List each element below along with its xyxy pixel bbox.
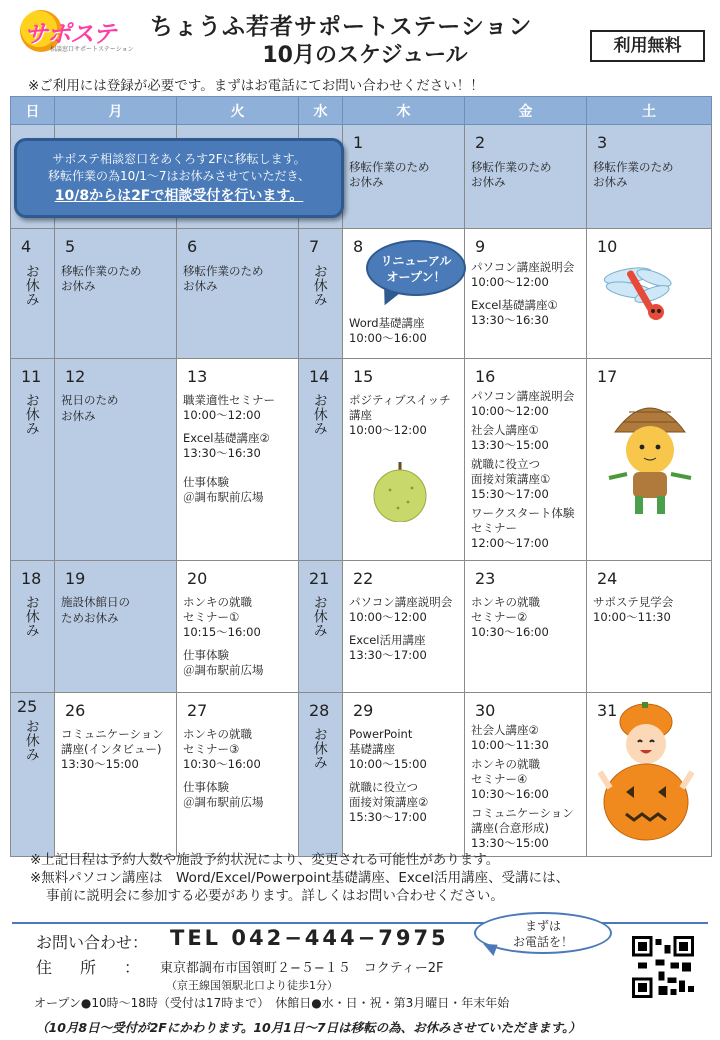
day-cell	[343, 692, 465, 856]
event: 就職に役立つ 面接対策講座② 15:30～17:00	[349, 780, 429, 825]
day-cell	[55, 358, 177, 560]
closed-label: お休み	[23, 393, 40, 436]
event: 仕事体験 ＠調布駅前広場	[183, 780, 264, 810]
day-number: 3	[597, 133, 608, 152]
day-cell	[299, 692, 343, 856]
event: パソコン講座説明会 10:00～12:00	[471, 259, 575, 289]
access-info: （京王線国領駅北口より徒歩1分）	[166, 979, 338, 992]
renewal-bubble	[366, 240, 466, 296]
weekday-sun: 日	[11, 97, 55, 125]
weekday-fri: 金	[465, 97, 587, 125]
weekday-sat: 土	[587, 97, 712, 125]
event: ホンキの就職 セミナー② 10:30～16:00	[471, 595, 549, 640]
logo-text: サポステ	[24, 20, 116, 48]
closing-note: （10月8日～受付が2Fにかわります。10月1日～7日は移転の為、お休みさせていただきます。）	[36, 1020, 581, 1035]
callout-line: 移転作業の為10/1～7はお休みさせていただき、	[47, 169, 311, 184]
day-number: 16	[475, 366, 496, 386]
callout-emphasis: 10/8からは2Fで相談受付を行います。	[54, 187, 304, 204]
event: 就職に役立つ 面接対策講座① 15:30～17:00	[471, 457, 551, 502]
day-note: 移転作業のため お休み	[349, 159, 430, 190]
registration-notice: ※ご利用には登録が必要です。まずはお電話にてお問い合わせください！！	[28, 78, 484, 94]
day-cell	[465, 358, 587, 560]
note: 事前に説明会に参加する必要があります。詳しくはお問い合わせください。	[46, 888, 504, 905]
day-cell	[465, 125, 587, 229]
closed-label: お休み	[311, 393, 328, 436]
day-cell	[55, 560, 177, 692]
day-number: 15	[353, 366, 374, 386]
logo	[20, 8, 142, 54]
day-number: 14	[309, 366, 330, 386]
day-cell	[11, 229, 55, 359]
day-number: 1	[353, 133, 364, 152]
day-note: 移転作業のため お休み	[183, 263, 264, 294]
event: パソコン講座説明会 10:00～12:00	[349, 595, 453, 625]
day-number: 24	[597, 568, 618, 588]
day-note: 移転作業のため お休み	[593, 159, 674, 190]
event: Excel基礎講座② 13:30～16:30	[183, 431, 270, 461]
day-number: 10	[597, 237, 618, 256]
event: パソコン講座説明会 10:00～12:00	[471, 389, 575, 419]
day-number: 28	[309, 700, 330, 720]
callout-line: サポステ相談窓口をあくろす2Fに移転します。	[52, 152, 306, 166]
page-subtitle: 10月のスケジュール	[262, 43, 468, 68]
day-cell	[299, 560, 343, 692]
event: ワークスタート体験 セミナー 12:00～17:00	[471, 506, 575, 550]
pumpkin-character-icon	[598, 702, 694, 844]
day-number: 25	[17, 696, 38, 716]
day-cell	[299, 229, 343, 359]
contact-label: お問い合わせ：	[36, 933, 149, 952]
closed-label: お休み	[311, 263, 328, 306]
logo-subtext: 相談窓口サポートステーション	[50, 46, 134, 53]
day-number: 19	[65, 568, 86, 588]
event: PowerPoint 基礎講座 10:00～15:00	[349, 727, 427, 772]
opening-hours: オープン●10時～18時（受付は17時まで） 休館日●水・日・祝・第3月曜日・年末年始	[34, 996, 510, 1010]
renewal-line: リニューアル	[380, 254, 452, 268]
event: Excel活用講座 13:30～17:00	[349, 633, 427, 663]
day-cell	[177, 358, 299, 560]
closed-label: お休み	[23, 263, 40, 306]
day-number: 23	[475, 568, 496, 588]
page-title: ちょうふ若者サポートステーション	[150, 14, 533, 40]
event: 仕事体験 ＠調布駅前広場	[183, 648, 264, 678]
day-number: 11	[21, 366, 42, 386]
weekday-mon: 月	[55, 97, 177, 125]
day-number: 17	[597, 366, 618, 386]
day-number: 22	[353, 568, 374, 588]
day-cell	[11, 358, 55, 560]
free-badge: 利用無料	[590, 30, 705, 62]
note: ※上記日程は予約人数や施設予約状況により、変更される可能性があります。	[30, 852, 500, 868]
day-cell	[177, 229, 299, 359]
call-us-bubble	[474, 912, 612, 954]
phone-number[interactable]: TEL 042−444−7975	[170, 926, 449, 950]
event: 仕事体験 ＠調布駅前広場	[183, 475, 264, 505]
day-cell	[177, 560, 299, 692]
weekday-thu: 木	[343, 97, 465, 125]
day-cell	[343, 560, 465, 692]
day-note: 施設休館日の ためお休み	[61, 595, 130, 625]
day-cell	[343, 125, 465, 229]
footer-notes	[30, 851, 569, 906]
day-number: 20	[187, 568, 208, 588]
renewal-line: オープン！	[386, 269, 446, 284]
closed-label: お休み	[311, 727, 328, 770]
day-number: 4	[21, 237, 32, 256]
day-cell	[299, 358, 343, 560]
day-number: 7	[309, 237, 320, 256]
day-note: 移転作業のため お休み	[61, 263, 142, 294]
relocation-callout	[14, 138, 344, 218]
day-cell	[177, 692, 299, 856]
day-cell	[11, 692, 55, 856]
dragonfly-icon	[600, 258, 680, 328]
day-cell	[55, 229, 177, 359]
pear-icon	[368, 460, 432, 522]
day-cell	[465, 692, 587, 856]
day-number: 18	[21, 568, 42, 588]
day-note: 移転作業のため お休み	[471, 159, 552, 190]
day-number: 21	[309, 568, 330, 588]
day-number: 26	[65, 700, 86, 720]
day-cell	[587, 125, 712, 229]
day-number: 2	[475, 133, 486, 152]
event: サポステ見学会 10:00～11:30	[593, 595, 674, 625]
address: 東京都調布市国領町２−５−１５ コクティー2F	[160, 961, 444, 976]
event: Word基礎講座 10:00～16:00	[349, 315, 427, 345]
day-number: 12	[65, 366, 86, 386]
bubble-line: お電話を！	[512, 934, 573, 949]
weekday-wed: 水	[299, 97, 343, 125]
address-label: 住所：	[36, 958, 169, 977]
closed-label: お休み	[23, 595, 40, 638]
day-number: 31	[597, 700, 618, 720]
day-note: 祝日のため お休み	[61, 393, 119, 423]
weekday-tue: 火	[177, 97, 299, 125]
day-cell	[55, 692, 177, 856]
closed-label: お休み	[311, 595, 328, 638]
day-number: 9	[475, 237, 486, 256]
day-cell	[587, 560, 712, 692]
event: コミュニケーション 講座(インタビュー) 13:30～15:00	[61, 727, 164, 772]
pinecone-character-icon	[605, 392, 695, 518]
event: 職業適性セミナー 10:00～12:00	[183, 393, 275, 423]
event: 社会人講座② 10:00～11:30	[471, 723, 549, 753]
event: ポジティブスイッチ 講座 10:00～12:00	[349, 393, 451, 438]
bubble-line: まずは	[524, 919, 561, 933]
header	[0, 0, 720, 92]
day-number: 30	[475, 700, 496, 720]
day-cell	[465, 229, 587, 359]
day-number: 13	[187, 366, 208, 386]
event: ホンキの就職 セミナー③ 10:30～16:00	[183, 727, 261, 772]
week-4	[11, 560, 712, 692]
day-number: 27	[187, 700, 208, 720]
day-number: 29	[353, 700, 374, 720]
closed-label: お休み	[23, 719, 40, 762]
day-number: 5	[65, 237, 76, 256]
day-number: 6	[187, 237, 198, 256]
weekday-header	[11, 97, 712, 125]
qr-code-icon[interactable]	[632, 936, 694, 998]
event: ホンキの就職 セミナー① 10:15～16:00	[183, 595, 261, 640]
event: ホンキの就職 セミナー④ 10:30～16:00	[471, 757, 549, 802]
day-number: 8	[353, 237, 364, 256]
day-cell	[11, 560, 55, 692]
day-cell	[465, 560, 587, 692]
event: 社会人講座① 13:30～15:00	[471, 423, 549, 453]
event: Excel基礎講座① 13:30～16:30	[471, 297, 558, 327]
note: ※無料パソコン講座は Word/Excel/Powerpoint基礎講座、Excel活用講座、受講には、	[30, 870, 570, 887]
event: コミュニケーション 講座(合意形成) 13:30～15:00	[471, 806, 574, 851]
